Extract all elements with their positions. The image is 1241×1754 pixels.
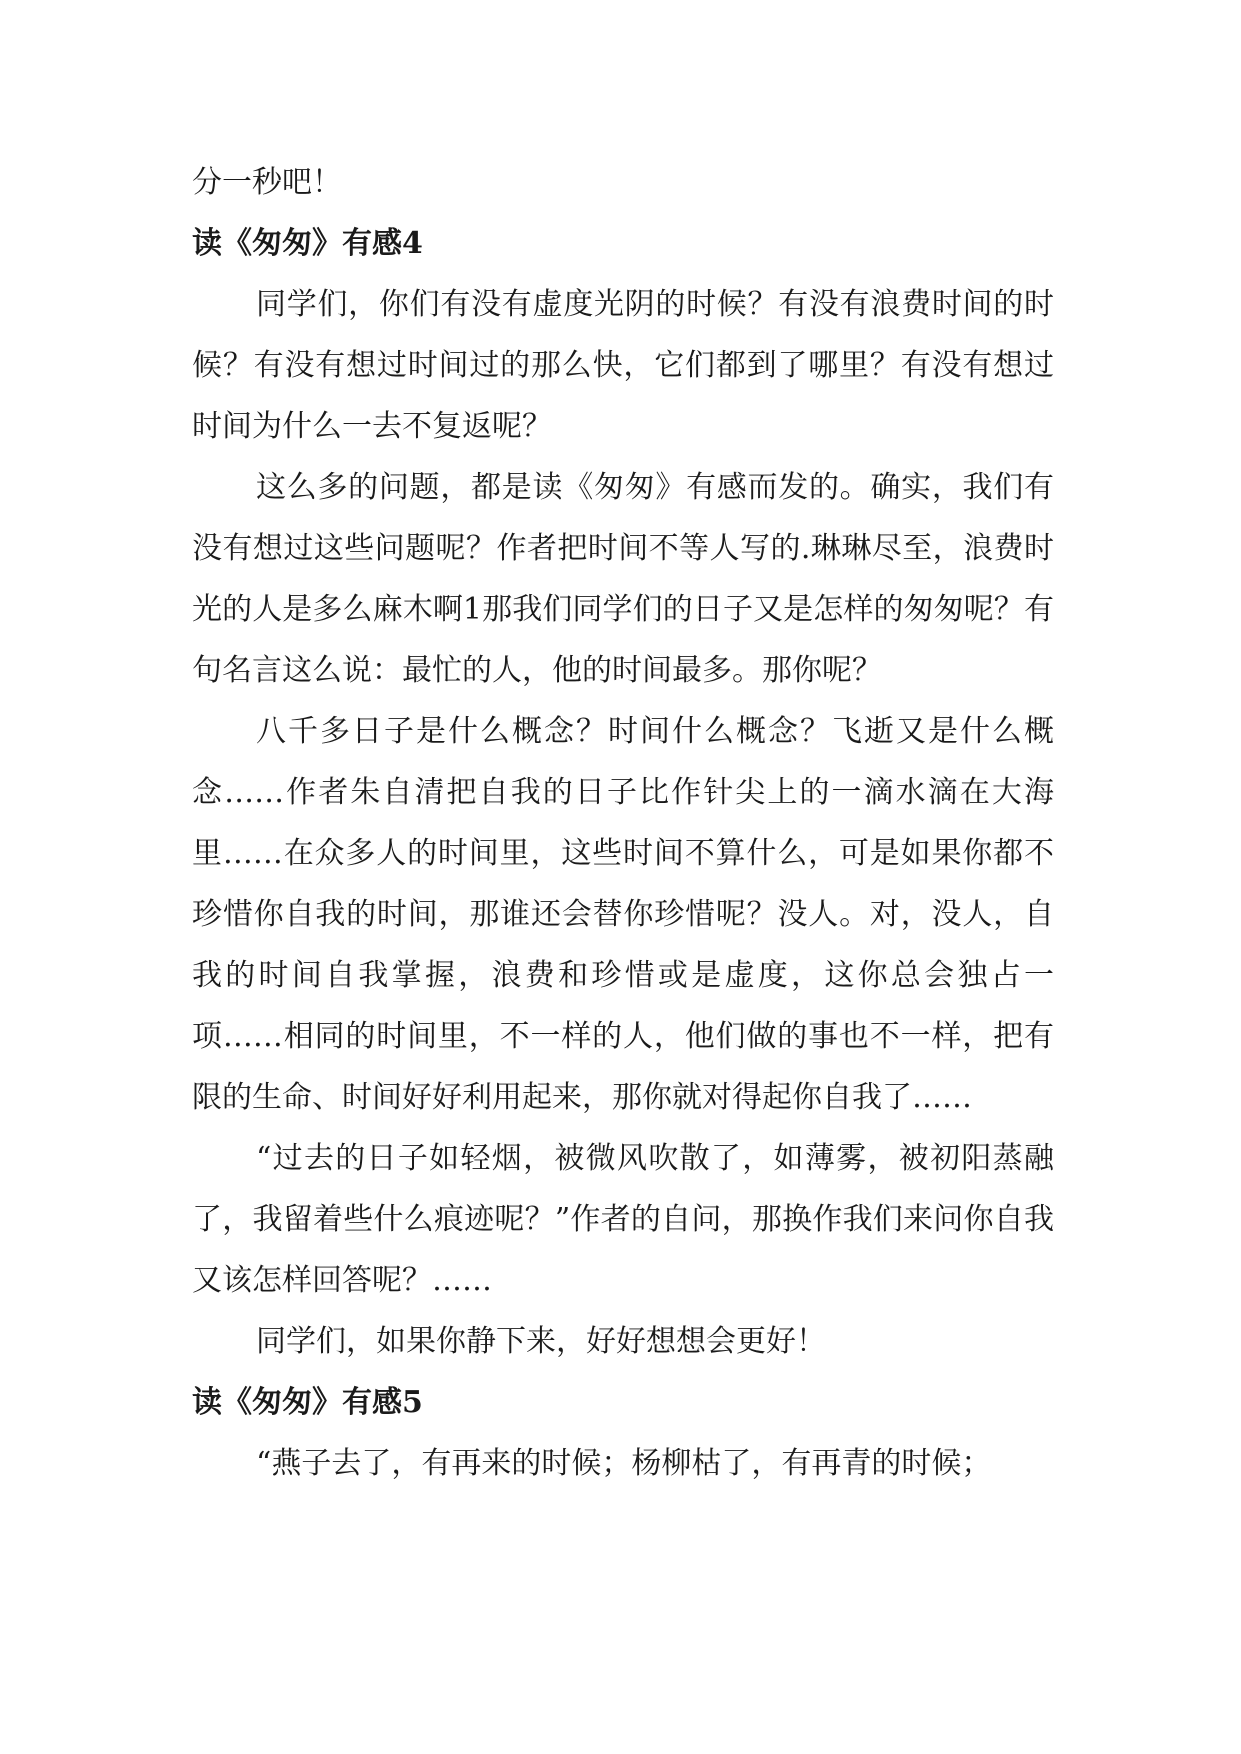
paragraph: 同学们，你们有没有虚度光阴的时候？有没有浪费时间的时候？有没有想过时间过的那么快，它们都到了哪里？有没有想过时间为什么一去不复返呢？ [192,287,1054,444]
paragraph: “过去的日子如轻烟，被微风吹散了，如薄雾，被初阳蒸融了，我留着些什么痕迹呢？”作者的自问，那换作我们来问你自我又该怎样回答呢？…… [192,1141,1054,1298]
section-heading-4: 读《匆匆》有感4 [192,226,423,261]
lead-line: 分一秒吧！ [192,165,342,200]
paragraph: 八千多日子是什么概念？时间什么概念？飞逝又是什么概念……作者朱自清把自我的日子比作针尖上的一滴水滴在大海里……在众多人的时间里，这些时间不算什么，可是如果你都不珍惜你自我的时间，那谁还会替你珍惜呢？没人。对，没人，自我的时间自我掌握，浪费和珍惜或是虚度，这你总会独占一项……相同的时间里，不一样的人，他们做的事也不一样，把有限的生命、时间好好利用起来，那你就对得起你自我了…… [192,714,1054,1115]
section-heading-5: 读《匆匆》有感5 [192,1385,423,1420]
document-page [192,152,1054,1494]
paragraph: “燕子去了，有再来的时候；杨柳枯了，有再青的时候； [256,1446,992,1481]
paragraph: 同学们，如果你静下来，好好想想会更好！ [256,1324,826,1359]
paragraph: 这么多的问题，都是读《匆匆》有感而发的。确实，我们有没有想过这些问题呢？作者把时间不等人写的.琳琳尽至，浪费时光的人是多么麻木啊1那我们同学们的日子又是怎样的匆匆呢？有句名言这么说：最忙的人，他的时间最多。那你呢？ [192,470,1054,688]
